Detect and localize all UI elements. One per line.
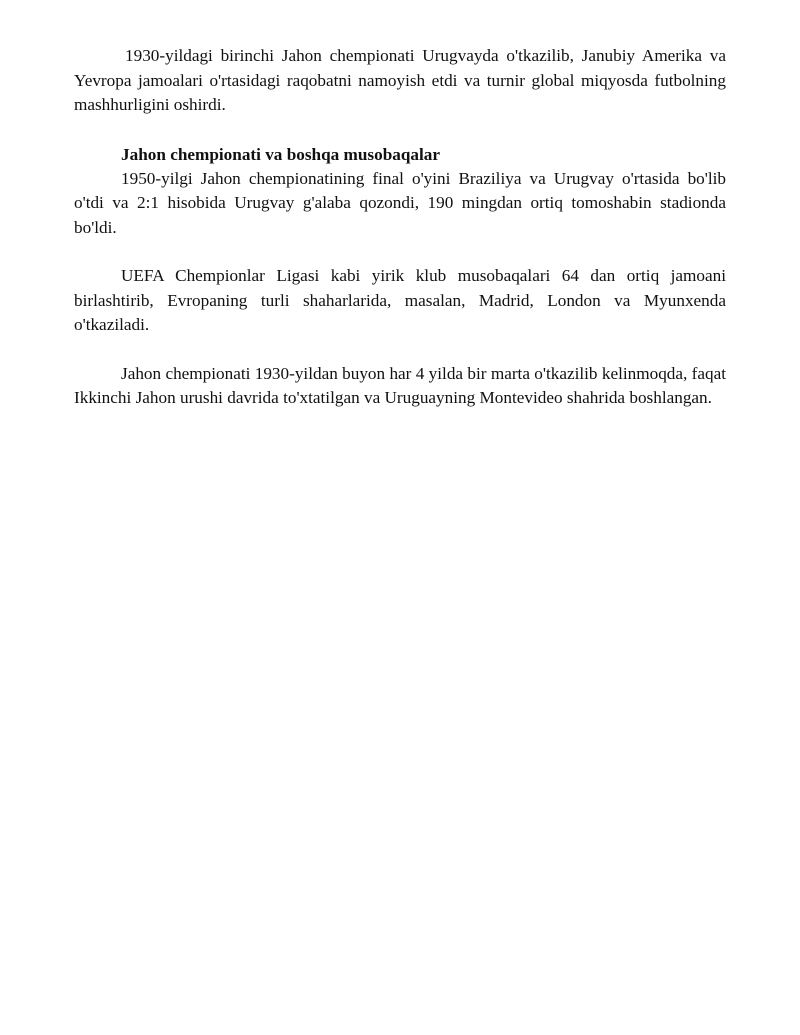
paragraph-1950-final: 1950-yilgi Jahon chempionatining final o'yini Braziliya va Urugvay o'rtasida bo'lib o'tdi va 2:1 hisobida Urugvay g'alaba qozondi, 190 mingdan ortiq tomoshabin stadionda bo'ldi.: [74, 168, 726, 237]
paragraph-champions-league: UEFA Chempionlar Ligasi kabi yirik klub musobaqalari 64 dan ortiq jamoani birlashtirib, Evropaning turli shaharlarida, masalan, Madrid, London va Myunxenda o'tkaziladi.: [74, 266, 726, 334]
document-body: [74, 44, 726, 411]
paragraph-world-cup-history: Jahon chempionati 1930-yildan buyon har 4 yilda bir marta o'tkazilib kelinmoqda, faqat Ikkinchi Jahon urushi davrida to'xtatilgan va Uruguayning Montevideo shahrida boshlangan.: [74, 363, 726, 407]
paragraph-spacer: [74, 240, 726, 264]
paragraph-1930-world-cup: 1930-yildagi birinchi Jahon chempionati Urugvayda o'tkazilib, Janubiy Amerika va Yevropa jamoalari o'rtasidagi raqobatni namoyish etdi va turnir global miqyosda futbolning mashhurligini oshirdi.: [74, 46, 726, 114]
paragraph-spacer: [74, 118, 726, 143]
paragraph-spacer: [74, 338, 726, 362]
section-heading: Jahon chempionati va boshqa musobaqalar: [121, 144, 441, 164]
